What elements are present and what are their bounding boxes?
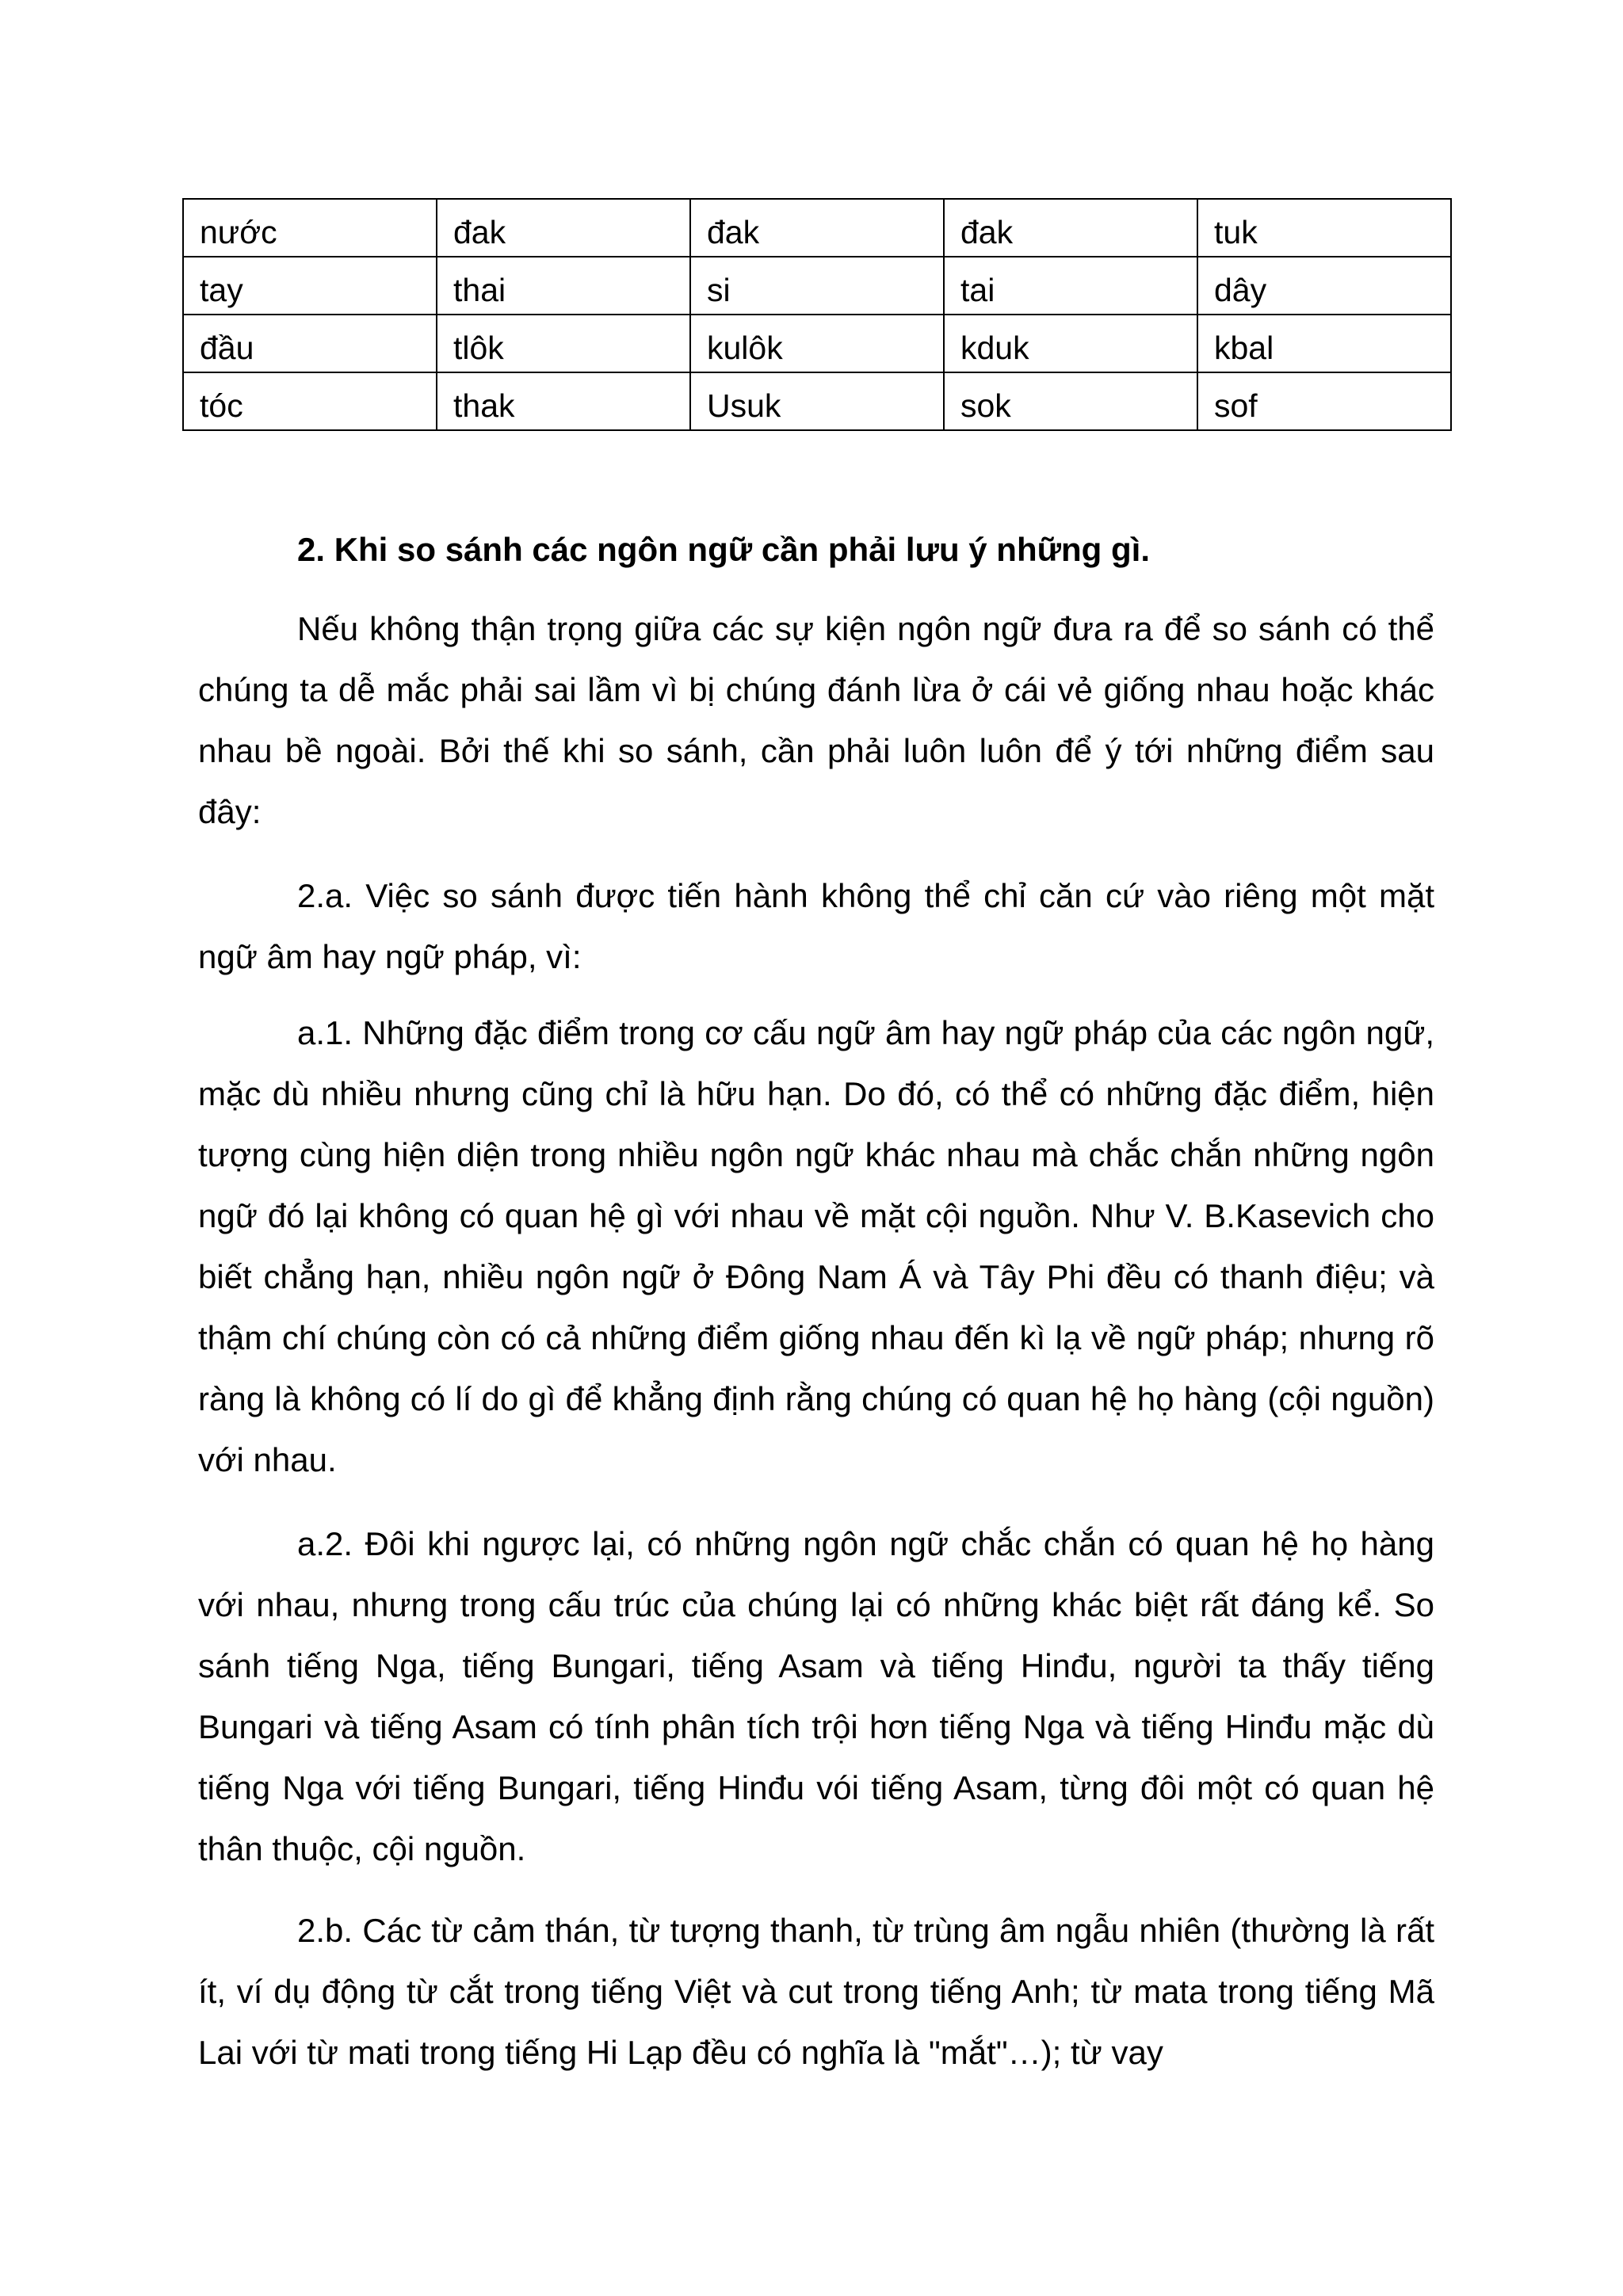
table-cell: thak [437, 372, 690, 430]
table-cell: kulôk [690, 315, 944, 372]
paragraph-2a: 2.a. Việc so sánh được tiến hành không thể chỉ căn cứ vào riêng một mặt ngữ âm hay ngữ pháp, vì: [198, 877, 1434, 975]
table-cell: nước [183, 199, 437, 257]
table-cell: đak [690, 199, 944, 257]
table-cell: dây [1197, 257, 1451, 315]
table-cell: đầu [183, 315, 437, 372]
table-cell: thai [437, 257, 690, 315]
word-comparison-table [182, 198, 1452, 431]
table-cell: sof [1197, 372, 1451, 430]
table-cell: tlôk [437, 315, 690, 372]
table-cell: sok [944, 372, 1197, 430]
paragraph-a2: a.2. Đôi khi ngược lại, có những ngôn ngữ chắc chắn có quan hệ họ hàng với nhau, nhưng trong cấu trúc của chúng lại có những khác biệt rất đáng kể. So sánh tiếng Nga, tiếng Bungari, tiếng Asam và tiếng Hinđu, người ta thấy tiếng Bungari và tiếng Asam có tính phân tích trội hơn tiếng Nga và tiếng Hinđu mặc dù tiếng Nga với tiếng Bungari, tiếng Hinđu vói tiếng Asam, từng đôi một có quan hệ thân thuộc, cội nguồn. [198, 1525, 1434, 1867]
table-cell: tuk [1197, 199, 1451, 257]
paragraph-2b: 2.b. Các từ cảm thán, từ tượng thanh, từ trùng âm ngẫu nhiên (thường là rất ít, ví dụ động từ cắt trong tiếng Việt và cut trong tiếng Anh; từ mata trong tiếng Mã Lai với từ mati trong tiếng Hi Lạp đều có nghĩa là "mắt"…); từ vay [198, 1912, 1434, 2071]
table-row [183, 199, 1451, 257]
table-row [183, 257, 1451, 315]
section-heading: 2. Khi so sánh các ngôn ngữ cần phải lưu ý những gì. [297, 531, 1151, 568]
paragraph-intro: Nếu không thận trọng giữa các sự kiện ngôn ngữ đưa ra để so sánh có thể chúng ta dễ mắc phải sai lầm vì bị chúng đánh lừa ở cái vẻ giống nhau hoặc khác nhau bề ngoài. Bởi thế khi so sánh, cần phải luôn luôn để ý tới những điểm sau đây: [198, 610, 1434, 830]
table-cell: tóc [183, 372, 437, 430]
table-cell: kduk [944, 315, 1197, 372]
table-cell: si [690, 257, 944, 315]
paragraph-a1: a.1. Những đặc điểm trong cơ cấu ngữ âm hay ngữ pháp của các ngôn ngữ, mặc dù nhiều nhưng cũng chỉ là hữu hạn. Do đó, có thể có những đặc điểm, hiện tượng cùng hiện diện trong nhiều ngôn ngữ khác nhau mà chắc chắn những ngôn ngữ đó lại không có quan hệ gì với nhau về mặt cội nguồn. Như V. B.Kasevich cho biết chẳng hạn, nhiều ngôn ngữ ở Đông Nam Á và Tây Phi đều có thanh điệu; và thậm chí chúng còn có cả những điểm giống nhau đến kì lạ về ngữ pháp; nhưng rõ ràng là không có lí do gì để khẳng định rằng chúng có quan hệ họ hàng (cội nguồn) với nhau. [198, 1014, 1434, 1478]
table-cell: Usuk [690, 372, 944, 430]
table-cell: tay [183, 257, 437, 315]
table-cell: kbal [1197, 315, 1451, 372]
table-cell: đak [944, 199, 1197, 257]
table-row [183, 372, 1451, 430]
table-row [183, 315, 1451, 372]
table-cell: tai [944, 257, 1197, 315]
table-cell: đak [437, 199, 690, 257]
